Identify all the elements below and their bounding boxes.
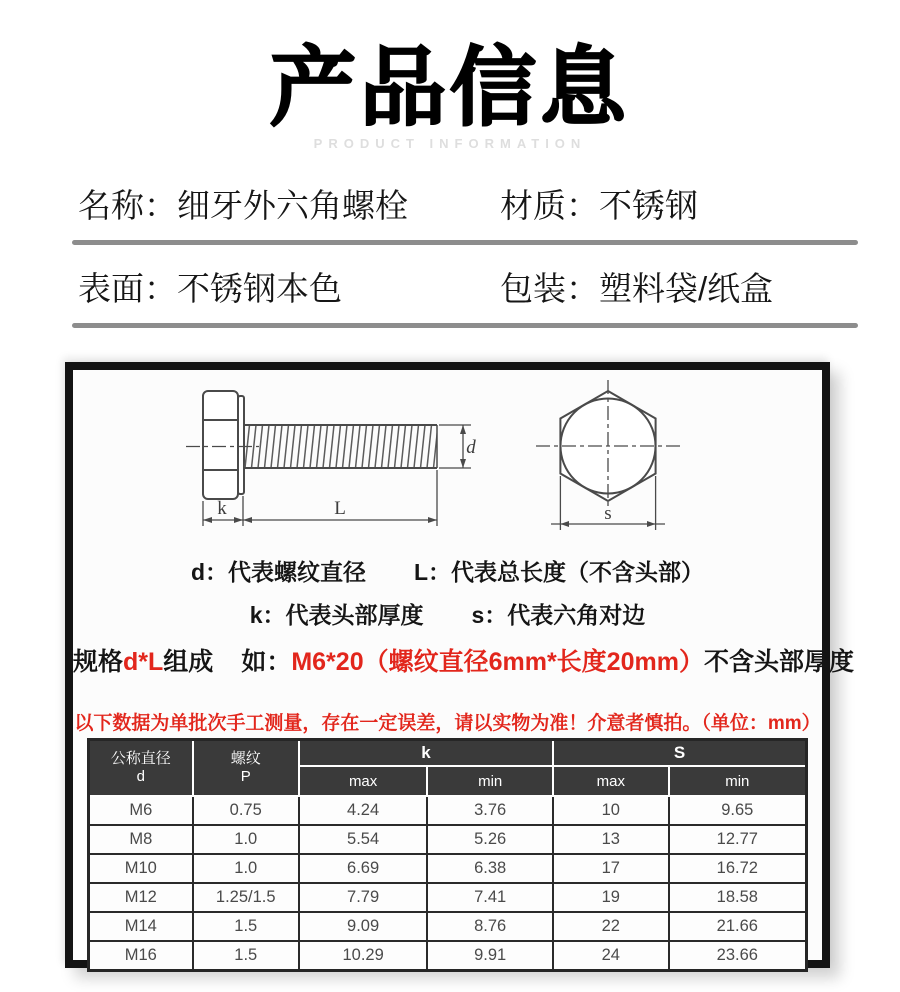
measurement-disclaimer: 以下数据为单批次手工测量，存在一定误差，请以实物为准！介意者慎拍。（单位：mm） (74, 713, 821, 734)
info-pair-surface (78, 263, 342, 310)
header-thread-pitch-line2: P (240, 768, 251, 785)
spec-seg-6: 不含头部厚度 (703, 648, 854, 676)
cell-s-min: 21.66 (669, 912, 807, 941)
legend-s: s：代表六角对边 (471, 602, 646, 628)
header-group-s: S (553, 740, 806, 767)
cell-k-min: 8.76 (427, 912, 553, 941)
cell-k-max: 10.29 (299, 941, 428, 971)
spec-panel (65, 362, 854, 968)
spec-seg-5: M6*20（螺纹直径6mm*长度20mm） (291, 648, 704, 676)
cell-size: M8 (89, 825, 193, 854)
cell-k-min: 7.41 (427, 883, 553, 912)
page-title: 产品信息 (270, 40, 630, 136)
cell-s-max: 19 (553, 883, 669, 912)
cell-k-min: 9.91 (427, 941, 553, 971)
cell-pitch: 1.25/1.5 (193, 883, 299, 912)
header-s-max: max (553, 766, 669, 796)
cell-size: M14 (89, 912, 193, 941)
cell-k-min: 6.38 (427, 854, 553, 883)
cell-s-max: 22 (553, 912, 669, 941)
header-nominal-diameter-line2: d (136, 768, 145, 785)
cell-s-max: 10 (553, 796, 669, 825)
info-value-name: 细牙外六角螺栓 (177, 187, 408, 224)
info-pair-material (500, 180, 698, 227)
cell-k-max: 5.54 (299, 825, 428, 854)
spec-seg-3: 组成 (163, 648, 214, 676)
header-thread-pitch-line1: 螺纹 (230, 750, 261, 767)
spec-seg-1: 规格 (73, 648, 124, 676)
bolt-diagram (73, 378, 822, 546)
divider-1 (72, 240, 858, 245)
cell-s-max: 24 (553, 941, 669, 971)
legend-line-2 (73, 597, 822, 630)
legend-d: d：代表螺纹直径 (190, 559, 366, 585)
table-row-m12 (89, 883, 807, 912)
info-value-material: 不锈钢 (599, 187, 698, 224)
info-label-surface: 表面： (78, 270, 177, 307)
header-nominal-diameter (89, 740, 193, 797)
cell-pitch: 1.0 (193, 854, 299, 883)
info-label-material: 材质： (500, 187, 599, 224)
divider-2 (72, 323, 858, 328)
cell-pitch: 1.5 (193, 912, 299, 941)
header-nominal-diameter-line1: 公称直径 (110, 750, 171, 767)
header-group-k: k (299, 740, 553, 767)
cell-k-max: 7.79 (299, 883, 428, 912)
info-value-packaging: 塑料袋/纸盒 (599, 270, 774, 307)
cell-k-max: 6.69 (299, 854, 428, 883)
cell-size: M6 (89, 796, 193, 825)
header-s-min: min (669, 766, 807, 796)
info-row-surface-packaging (0, 263, 900, 309)
header-thread-pitch (193, 740, 299, 797)
table-row-m14 (89, 912, 807, 941)
info-label-packaging: 包装： (500, 270, 599, 307)
cell-pitch: 1.5 (193, 941, 299, 971)
cell-s-max: 13 (553, 825, 669, 854)
header-k-max: max (299, 766, 428, 796)
info-value-surface: 不锈钢本色 (177, 270, 342, 307)
cell-s-min: 9.65 (669, 796, 807, 825)
info-label-name: 名称： (78, 187, 177, 224)
cell-k-max: 9.09 (299, 912, 428, 941)
cell-k-max: 4.24 (299, 796, 428, 825)
spec-composition-line (73, 642, 854, 678)
table-row-m10 (89, 854, 807, 883)
cell-size: M16 (89, 941, 193, 971)
spec-table (87, 738, 808, 972)
cell-s-max: 17 (553, 854, 669, 883)
info-pair-name (78, 180, 408, 227)
info-pair-packaging (500, 263, 773, 310)
cell-s-min: 12.77 (669, 825, 807, 854)
dimension-label-d: d (466, 437, 476, 458)
dimension-label-s: s (604, 503, 612, 524)
dimension-label-L: L (334, 498, 346, 519)
spec-seg-2: d*L (123, 648, 164, 676)
cell-pitch: 0.75 (193, 796, 299, 825)
legend-L: L：代表总长度（不含头部） (414, 559, 705, 585)
cell-k-min: 5.26 (427, 825, 553, 854)
page-subtitle: PRODUCT INFORMATION (313, 136, 587, 151)
cell-s-min: 16.72 (669, 854, 807, 883)
cell-size: M12 (89, 883, 193, 912)
spec-table-header (89, 740, 807, 797)
cell-size: M10 (89, 854, 193, 883)
info-row-name-material (0, 180, 900, 226)
spec-seg-4: 如： (241, 648, 292, 676)
header-k-min: min (427, 766, 553, 796)
cell-s-min: 18.58 (669, 883, 807, 912)
dimension-label-k: k (217, 498, 227, 519)
legend-k: k：代表头部厚度 (249, 602, 424, 628)
legend-line-1 (73, 554, 822, 587)
cell-k-min: 3.76 (427, 796, 553, 825)
table-row-m6 (89, 796, 807, 825)
table-row-m16 (89, 941, 807, 971)
cell-pitch: 1.0 (193, 825, 299, 854)
cell-s-min: 23.66 (669, 941, 807, 971)
table-row-m8 (89, 825, 807, 854)
